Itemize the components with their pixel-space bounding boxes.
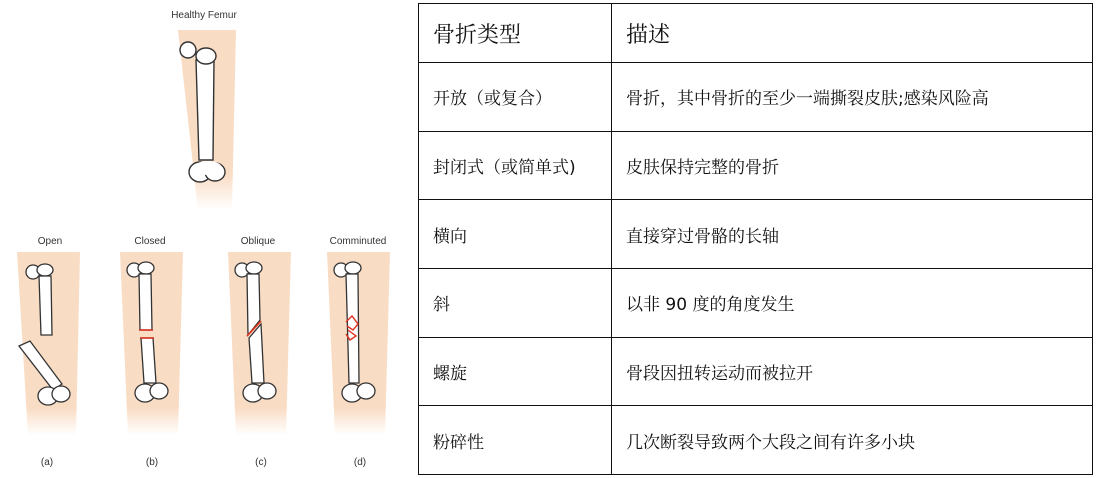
cell-type: 斜 [419,268,612,337]
header-description: 描述 [612,4,1093,63]
panel-letter-a: (a) [40,457,54,468]
panel-oblique [228,236,291,468]
table-row [419,63,1093,132]
table-row [419,200,1093,269]
cell-type: 封闭式（或简单式) [419,131,612,200]
header-fracture-type: 骨折类型 [419,4,612,63]
panel-label-closed: Closed [134,236,166,247]
cell-description: 直接穿过骨骼的长轴 [612,200,1093,269]
healthy-femur-title: Healthy Femur [171,10,237,21]
cell-description: 皮肤保持完整的骨折 [612,131,1093,200]
panel-label-oblique: Oblique [240,236,276,247]
cell-description: 以非 90 度的角度发生 [612,268,1093,337]
table-row [419,268,1093,337]
cell-description: 几次断裂导致两个大段之间有许多小块 [612,406,1093,475]
cell-type: 螺旋 [419,337,612,406]
table-row [419,131,1093,200]
healthy-femur [171,10,237,210]
cell-type: 粉碎性 [419,406,612,475]
panel-comminuted [327,236,390,468]
cell-description: 骨段因扭转运动而被拉开 [612,337,1093,406]
panel-letter-b: (b) [145,457,159,468]
cell-description: 骨折，其中骨折的至少一端撕裂皮肤;感染风险高 [612,63,1093,132]
cell-type: 开放（或复合） [419,63,612,132]
panel-letter-c: (c) [255,457,267,468]
fracture-types-table [418,3,1093,475]
fracture-illustration [0,0,400,478]
table-row [419,337,1093,406]
panel-label-open: Open [37,236,63,247]
panel-letter-d: (d) [353,457,367,468]
fracture-diagram [0,0,400,478]
table-header-row [419,4,1093,63]
table-row [419,406,1093,475]
panel-closed [120,236,183,468]
panel-open [17,236,80,468]
panel-label-comminuted: Comminuted [329,236,387,247]
cell-type: 横向 [419,200,612,269]
